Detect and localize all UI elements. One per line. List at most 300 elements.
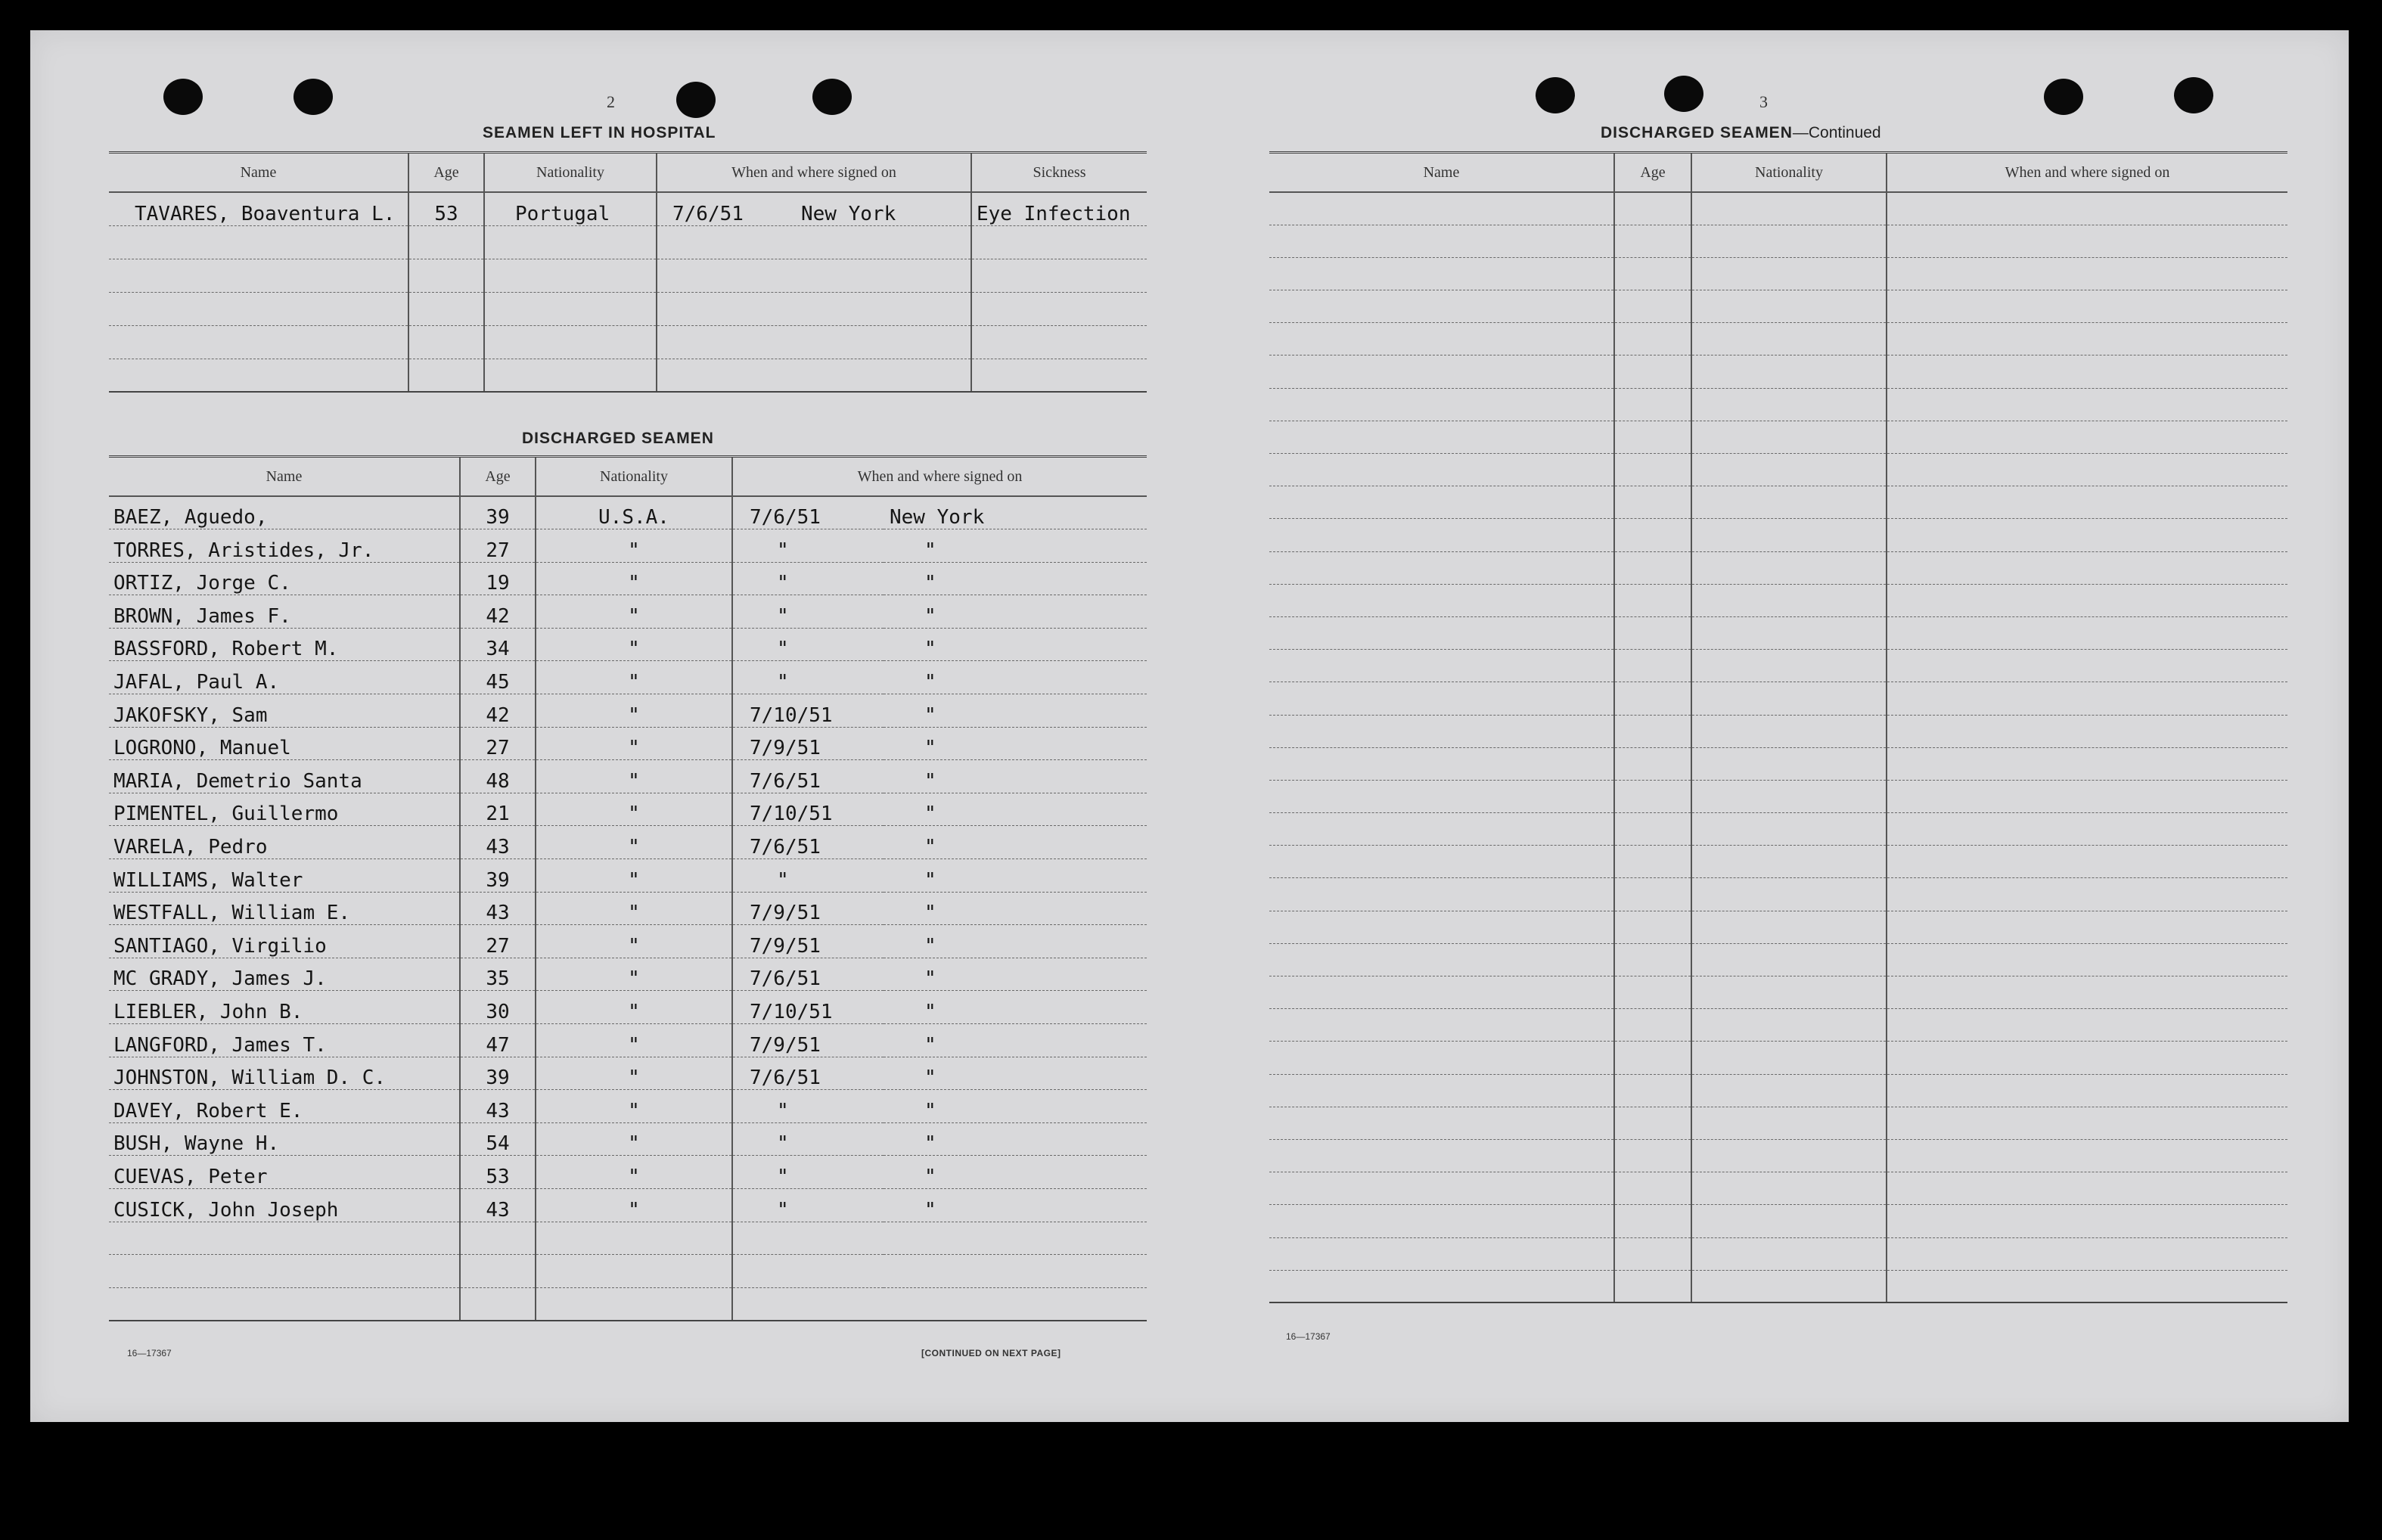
table-row bbox=[109, 628, 1147, 661]
empty-cell bbox=[1269, 1139, 1614, 1172]
empty-cell bbox=[1269, 1237, 1614, 1270]
empty-cell bbox=[1614, 225, 1691, 257]
empty-cell bbox=[1269, 846, 1614, 878]
empty-cell bbox=[1887, 1270, 2287, 1302]
empty-cell bbox=[1887, 747, 2287, 780]
table-cell bbox=[536, 1222, 732, 1255]
empty-cell bbox=[1691, 584, 1887, 616]
table-row bbox=[109, 925, 1147, 958]
discharged-section-title: DISCHARGED SEAMEN bbox=[522, 430, 714, 447]
empty-cell bbox=[1269, 257, 1614, 290]
empty-cell bbox=[1614, 551, 1691, 584]
empty-cell bbox=[1614, 486, 1691, 519]
empty-cell bbox=[1269, 780, 1614, 812]
table-cell bbox=[109, 1222, 460, 1255]
empty-cell bbox=[1691, 356, 1887, 388]
table-cell: 21 bbox=[460, 793, 536, 826]
empty-cell bbox=[1269, 519, 1614, 551]
table-row bbox=[109, 991, 1147, 1024]
empty-cell bbox=[1614, 584, 1691, 616]
empty-cell bbox=[1269, 1172, 1614, 1205]
empty-cell bbox=[1691, 290, 1887, 323]
column-header: When and where signed on bbox=[657, 153, 971, 193]
table-row bbox=[1269, 715, 2287, 747]
empty-cell bbox=[1887, 846, 2287, 878]
empty-cell bbox=[1887, 1042, 2287, 1074]
empty-cell bbox=[1614, 1205, 1691, 1237]
punch-hole bbox=[1536, 77, 1575, 113]
table-cell: " bbox=[536, 694, 732, 728]
table-row bbox=[1269, 1107, 2287, 1139]
empty-cell bbox=[1887, 911, 2287, 943]
punch-hole bbox=[163, 79, 203, 115]
empty-cell bbox=[1614, 780, 1691, 812]
table-row bbox=[109, 192, 1147, 225]
punch-hole bbox=[2044, 79, 2083, 115]
table-row bbox=[1269, 1042, 2287, 1074]
empty-cell bbox=[1269, 1270, 1614, 1302]
table-cell bbox=[484, 325, 657, 359]
table-cell: CUEVAS, Peter bbox=[109, 1156, 460, 1189]
table-row bbox=[109, 259, 1147, 292]
table-cell: 42 bbox=[460, 595, 536, 629]
table-cell: " bbox=[536, 628, 732, 661]
table-cell: 7/10/51 bbox=[732, 694, 884, 728]
empty-cell bbox=[1691, 878, 1887, 911]
table-cell bbox=[971, 225, 1147, 259]
table-cell: " bbox=[536, 793, 732, 826]
table-row bbox=[109, 859, 1147, 893]
table-row bbox=[1269, 225, 2287, 257]
column-header: Name bbox=[109, 153, 408, 193]
table-cell bbox=[732, 1287, 884, 1321]
signed-on-date: 7/6/51 bbox=[672, 202, 744, 225]
discharged-continued-table bbox=[1269, 151, 2287, 1303]
table-cell: " bbox=[732, 1156, 884, 1189]
empty-cell bbox=[1691, 225, 1887, 257]
table-row bbox=[109, 661, 1147, 694]
table-cell bbox=[484, 259, 657, 292]
empty-cell bbox=[1269, 323, 1614, 356]
form-code-right: 16—17367 bbox=[1286, 1331, 1331, 1342]
column-header: Nationality bbox=[1691, 153, 1887, 193]
table-cell: 53 bbox=[460, 1156, 536, 1189]
empty-cell bbox=[1691, 1009, 1887, 1042]
table-cell: 43 bbox=[460, 826, 536, 859]
signed-on-cell bbox=[657, 225, 971, 259]
table-cell: 27 bbox=[460, 727, 536, 760]
table-cell: 30 bbox=[460, 991, 536, 1024]
empty-cell bbox=[1269, 1042, 1614, 1074]
empty-cell bbox=[1691, 813, 1887, 846]
empty-cell bbox=[1691, 650, 1887, 682]
table-cell: " bbox=[884, 1057, 1147, 1090]
table-row bbox=[1269, 1172, 2287, 1205]
empty-cell bbox=[1691, 1074, 1887, 1107]
table-cell: 7/10/51 bbox=[732, 991, 884, 1024]
empty-cell bbox=[1269, 225, 1614, 257]
empty-cell bbox=[1269, 388, 1614, 421]
table-row bbox=[1269, 846, 2287, 878]
table-cell bbox=[536, 1255, 732, 1288]
table-cell: 7/6/51 bbox=[732, 496, 884, 529]
table-row bbox=[1269, 388, 2287, 421]
signed-on-cell bbox=[657, 259, 971, 292]
column-header: When and where signed on bbox=[732, 457, 1147, 497]
empty-cell bbox=[1887, 1009, 2287, 1042]
empty-cell bbox=[1887, 1074, 2287, 1107]
empty-cell bbox=[1269, 192, 1614, 225]
table-cell: " bbox=[536, 925, 732, 958]
table-row bbox=[1269, 1237, 2287, 1270]
table-cell bbox=[408, 225, 484, 259]
table-row bbox=[109, 496, 1147, 529]
table-cell: " bbox=[536, 562, 732, 595]
empty-cell bbox=[1691, 323, 1887, 356]
empty-cell bbox=[1269, 1009, 1614, 1042]
empty-cell bbox=[1614, 1270, 1691, 1302]
table-cell: 7/6/51 bbox=[732, 958, 884, 991]
empty-cell bbox=[1614, 1172, 1691, 1205]
empty-cell bbox=[1691, 1139, 1887, 1172]
empty-cell bbox=[1887, 1237, 2287, 1270]
table-cell: " bbox=[884, 991, 1147, 1024]
table-cell: " bbox=[536, 859, 732, 893]
table-cell: 42 bbox=[460, 694, 536, 728]
empty-cell bbox=[1887, 323, 2287, 356]
table-cell: " bbox=[884, 595, 1147, 629]
empty-cell bbox=[1269, 650, 1614, 682]
table-cell: 7/6/51 bbox=[732, 760, 884, 793]
table-row bbox=[1269, 421, 2287, 453]
empty-cell bbox=[1269, 551, 1614, 584]
empty-cell bbox=[1691, 388, 1887, 421]
table-cell: " bbox=[884, 661, 1147, 694]
table-cell: " bbox=[536, 1057, 732, 1090]
table-cell: " bbox=[536, 958, 732, 991]
empty-cell bbox=[1887, 1205, 2287, 1237]
table-cell: MARIA, Demetrio Santa bbox=[109, 760, 460, 793]
page-number-left: 2 bbox=[607, 92, 615, 111]
page-number-right: 3 bbox=[1759, 92, 1768, 111]
table-row bbox=[109, 1222, 1147, 1255]
table-cell: " bbox=[536, 529, 732, 563]
empty-cell bbox=[1614, 813, 1691, 846]
table-cell: U.S.A. bbox=[536, 496, 732, 529]
table-cell bbox=[109, 259, 408, 292]
table-row bbox=[1269, 682, 2287, 715]
table-cell bbox=[460, 1255, 536, 1288]
empty-cell bbox=[1614, 519, 1691, 551]
table-cell bbox=[460, 1222, 536, 1255]
table-cell bbox=[109, 325, 408, 359]
table-cell: " bbox=[536, 1090, 732, 1123]
empty-cell bbox=[1269, 1074, 1614, 1107]
column-header: Name bbox=[109, 457, 460, 497]
empty-cell bbox=[1269, 616, 1614, 649]
table-cell: 43 bbox=[460, 1090, 536, 1123]
table-cell: WESTFALL, William E. bbox=[109, 892, 460, 925]
table-cell: Portugal bbox=[484, 192, 657, 225]
column-header: Age bbox=[408, 153, 484, 193]
table-cell: LOGRONO, Manuel bbox=[109, 727, 460, 760]
discharged-continued-table-header bbox=[1269, 153, 2287, 193]
table-row bbox=[109, 760, 1147, 793]
table-cell: 7/6/51 bbox=[732, 826, 884, 859]
table-cell: BUSH, Wayne H. bbox=[109, 1122, 460, 1156]
table-cell: 53 bbox=[408, 192, 484, 225]
empty-cell bbox=[1269, 454, 1614, 486]
empty-cell bbox=[1691, 976, 1887, 1009]
empty-cell bbox=[1887, 192, 2287, 225]
continued-label: —Continued bbox=[1792, 124, 1881, 141]
empty-cell bbox=[1614, 846, 1691, 878]
empty-cell bbox=[1887, 650, 2287, 682]
table-row bbox=[1269, 454, 2287, 486]
table-cell: 27 bbox=[460, 925, 536, 958]
empty-cell bbox=[1887, 290, 2287, 323]
signed-on-place: New York bbox=[801, 202, 896, 225]
table-row bbox=[1269, 813, 2287, 846]
empty-cell bbox=[1614, 682, 1691, 715]
table-row bbox=[1269, 290, 2287, 323]
table-cell bbox=[884, 1287, 1147, 1321]
empty-cell bbox=[1614, 911, 1691, 943]
discharged-table bbox=[109, 455, 1147, 1321]
empty-cell bbox=[1691, 1237, 1887, 1270]
empty-cell bbox=[1614, 747, 1691, 780]
table-row bbox=[1269, 1205, 2287, 1237]
table-cell bbox=[484, 225, 657, 259]
empty-cell bbox=[1614, 290, 1691, 323]
table-cell: " bbox=[884, 628, 1147, 661]
punch-hole bbox=[812, 79, 852, 115]
table-cell: " bbox=[884, 859, 1147, 893]
column-header: Sickness bbox=[971, 153, 1147, 193]
table-row bbox=[109, 793, 1147, 826]
empty-cell bbox=[1614, 356, 1691, 388]
table-row bbox=[1269, 747, 2287, 780]
signed-on-cell bbox=[657, 292, 971, 325]
table-cell: " bbox=[536, 760, 732, 793]
table-cell: " bbox=[884, 826, 1147, 859]
empty-cell bbox=[1887, 878, 2287, 911]
table-cell bbox=[971, 259, 1147, 292]
table-row bbox=[109, 359, 1147, 392]
table-row bbox=[109, 292, 1147, 325]
table-cell: " bbox=[536, 1024, 732, 1057]
empty-cell bbox=[1887, 616, 2287, 649]
empty-cell bbox=[1691, 943, 1887, 976]
table-cell bbox=[460, 1287, 536, 1321]
table-cell: LANGFORD, James T. bbox=[109, 1024, 460, 1057]
table-cell: " bbox=[884, 1188, 1147, 1222]
table-cell bbox=[408, 359, 484, 392]
table-cell: " bbox=[536, 1122, 732, 1156]
table-cell: " bbox=[884, 1156, 1147, 1189]
table-row bbox=[1269, 911, 2287, 943]
table-row bbox=[109, 562, 1147, 595]
table-cell: " bbox=[732, 1090, 884, 1123]
hospital-section-title: SEAMEN LEFT IN HOSPITAL bbox=[483, 124, 716, 141]
table-row bbox=[1269, 1009, 2287, 1042]
empty-cell bbox=[1614, 257, 1691, 290]
discharged-continued-title bbox=[1601, 124, 1881, 142]
table-row bbox=[1269, 616, 2287, 649]
table-row bbox=[109, 1287, 1147, 1321]
table-row bbox=[109, 1024, 1147, 1057]
table-cell: " bbox=[732, 562, 884, 595]
empty-cell bbox=[1614, 616, 1691, 649]
empty-cell bbox=[1614, 976, 1691, 1009]
empty-cell bbox=[1691, 1107, 1887, 1139]
table-cell: 54 bbox=[460, 1122, 536, 1156]
table-cell: " bbox=[884, 925, 1147, 958]
table-cell: ORTIZ, Jorge C. bbox=[109, 562, 460, 595]
punch-hole bbox=[676, 82, 716, 118]
table-row bbox=[1269, 1270, 2287, 1302]
table-cell: " bbox=[884, 1090, 1147, 1123]
table-cell: " bbox=[732, 859, 884, 893]
table-row bbox=[109, 529, 1147, 563]
empty-cell bbox=[1691, 846, 1887, 878]
table-cell bbox=[408, 325, 484, 359]
table-cell: " bbox=[536, 1156, 732, 1189]
empty-cell bbox=[1887, 421, 2287, 453]
table-row bbox=[1269, 192, 2287, 225]
empty-cell bbox=[1614, 650, 1691, 682]
table-cell: JAKOFSKY, Sam bbox=[109, 694, 460, 728]
table-cell bbox=[884, 1222, 1147, 1255]
column-header: Nationality bbox=[484, 153, 657, 193]
empty-cell bbox=[1887, 257, 2287, 290]
empty-cell bbox=[1269, 813, 1614, 846]
table-cell: WILLIAMS, Walter bbox=[109, 859, 460, 893]
table-row bbox=[1269, 780, 2287, 812]
table-cell: DAVEY, Robert E. bbox=[109, 1090, 460, 1123]
punch-hole bbox=[1664, 76, 1703, 112]
table-cell bbox=[109, 292, 408, 325]
table-cell: 34 bbox=[460, 628, 536, 661]
empty-cell bbox=[1887, 1172, 2287, 1205]
signed-on-cell bbox=[657, 192, 971, 225]
empty-cell bbox=[1614, 1074, 1691, 1107]
table-row bbox=[1269, 976, 2287, 1009]
empty-cell bbox=[1691, 454, 1887, 486]
table-cell bbox=[536, 1287, 732, 1321]
table-cell: TORRES, Aristides, Jr. bbox=[109, 529, 460, 563]
signed-on-cell bbox=[657, 325, 971, 359]
table-cell: " bbox=[536, 1188, 732, 1222]
discharged-table-header bbox=[109, 457, 1147, 497]
empty-cell bbox=[1614, 323, 1691, 356]
table-cell: 43 bbox=[460, 892, 536, 925]
table-row bbox=[109, 1255, 1147, 1288]
table-cell: " bbox=[536, 595, 732, 629]
document-sheet bbox=[30, 30, 2349, 1422]
empty-cell bbox=[1691, 1205, 1887, 1237]
table-cell: New York bbox=[884, 496, 1147, 529]
empty-cell bbox=[1691, 747, 1887, 780]
empty-cell bbox=[1691, 257, 1887, 290]
table-row bbox=[109, 1156, 1147, 1189]
table-row bbox=[109, 225, 1147, 259]
empty-cell bbox=[1887, 388, 2287, 421]
table-cell: 48 bbox=[460, 760, 536, 793]
empty-cell bbox=[1269, 1205, 1614, 1237]
table-cell: JAFAL, Paul A. bbox=[109, 661, 460, 694]
empty-cell bbox=[1691, 192, 1887, 225]
table-cell: " bbox=[536, 991, 732, 1024]
empty-cell bbox=[1614, 192, 1691, 225]
empty-cell bbox=[1691, 911, 1887, 943]
empty-cell bbox=[1887, 943, 2287, 976]
empty-cell bbox=[1887, 225, 2287, 257]
table-cell: 39 bbox=[460, 859, 536, 893]
table-row bbox=[1269, 1139, 2287, 1172]
table-cell: " bbox=[884, 793, 1147, 826]
empty-cell bbox=[1887, 715, 2287, 747]
table-cell bbox=[484, 292, 657, 325]
empty-cell bbox=[1269, 421, 1614, 453]
form-code-left: 16—17367 bbox=[127, 1348, 172, 1358]
empty-cell bbox=[1691, 551, 1887, 584]
table-cell: " bbox=[536, 661, 732, 694]
table-cell: " bbox=[884, 1024, 1147, 1057]
table-cell: MC GRADY, James J. bbox=[109, 958, 460, 991]
table-cell: 43 bbox=[460, 1188, 536, 1222]
signed-on-cell bbox=[657, 359, 971, 392]
table-cell: " bbox=[884, 529, 1147, 563]
table-cell: " bbox=[732, 529, 884, 563]
table-row bbox=[1269, 943, 2287, 976]
table-cell: LIEBLER, John B. bbox=[109, 991, 460, 1024]
empty-cell bbox=[1269, 911, 1614, 943]
table-cell: 39 bbox=[460, 496, 536, 529]
empty-cell bbox=[1269, 976, 1614, 1009]
empty-cell bbox=[1691, 682, 1887, 715]
table-row bbox=[109, 694, 1147, 728]
empty-cell bbox=[1691, 519, 1887, 551]
empty-cell bbox=[1614, 943, 1691, 976]
table-row bbox=[1269, 323, 2287, 356]
empty-cell bbox=[1269, 1107, 1614, 1139]
empty-cell bbox=[1614, 715, 1691, 747]
table-cell: " bbox=[884, 892, 1147, 925]
table-row bbox=[109, 958, 1147, 991]
table-cell: 7/9/51 bbox=[732, 727, 884, 760]
table-row bbox=[109, 727, 1147, 760]
table-cell: " bbox=[884, 562, 1147, 595]
table-row bbox=[1269, 486, 2287, 519]
empty-cell bbox=[1887, 356, 2287, 388]
empty-cell bbox=[1269, 715, 1614, 747]
column-header: Age bbox=[460, 457, 536, 497]
table-cell: PIMENTEL, Guillermo bbox=[109, 793, 460, 826]
empty-cell bbox=[1269, 584, 1614, 616]
table-row bbox=[1269, 878, 2287, 911]
table-cell bbox=[732, 1255, 884, 1288]
table-row bbox=[109, 325, 1147, 359]
empty-cell bbox=[1614, 1139, 1691, 1172]
empty-cell bbox=[1691, 1172, 1887, 1205]
empty-cell bbox=[1887, 780, 2287, 812]
empty-cell bbox=[1614, 421, 1691, 453]
empty-cell bbox=[1691, 486, 1887, 519]
table-cell: 7/10/51 bbox=[732, 793, 884, 826]
table-cell bbox=[109, 225, 408, 259]
empty-cell bbox=[1614, 1042, 1691, 1074]
